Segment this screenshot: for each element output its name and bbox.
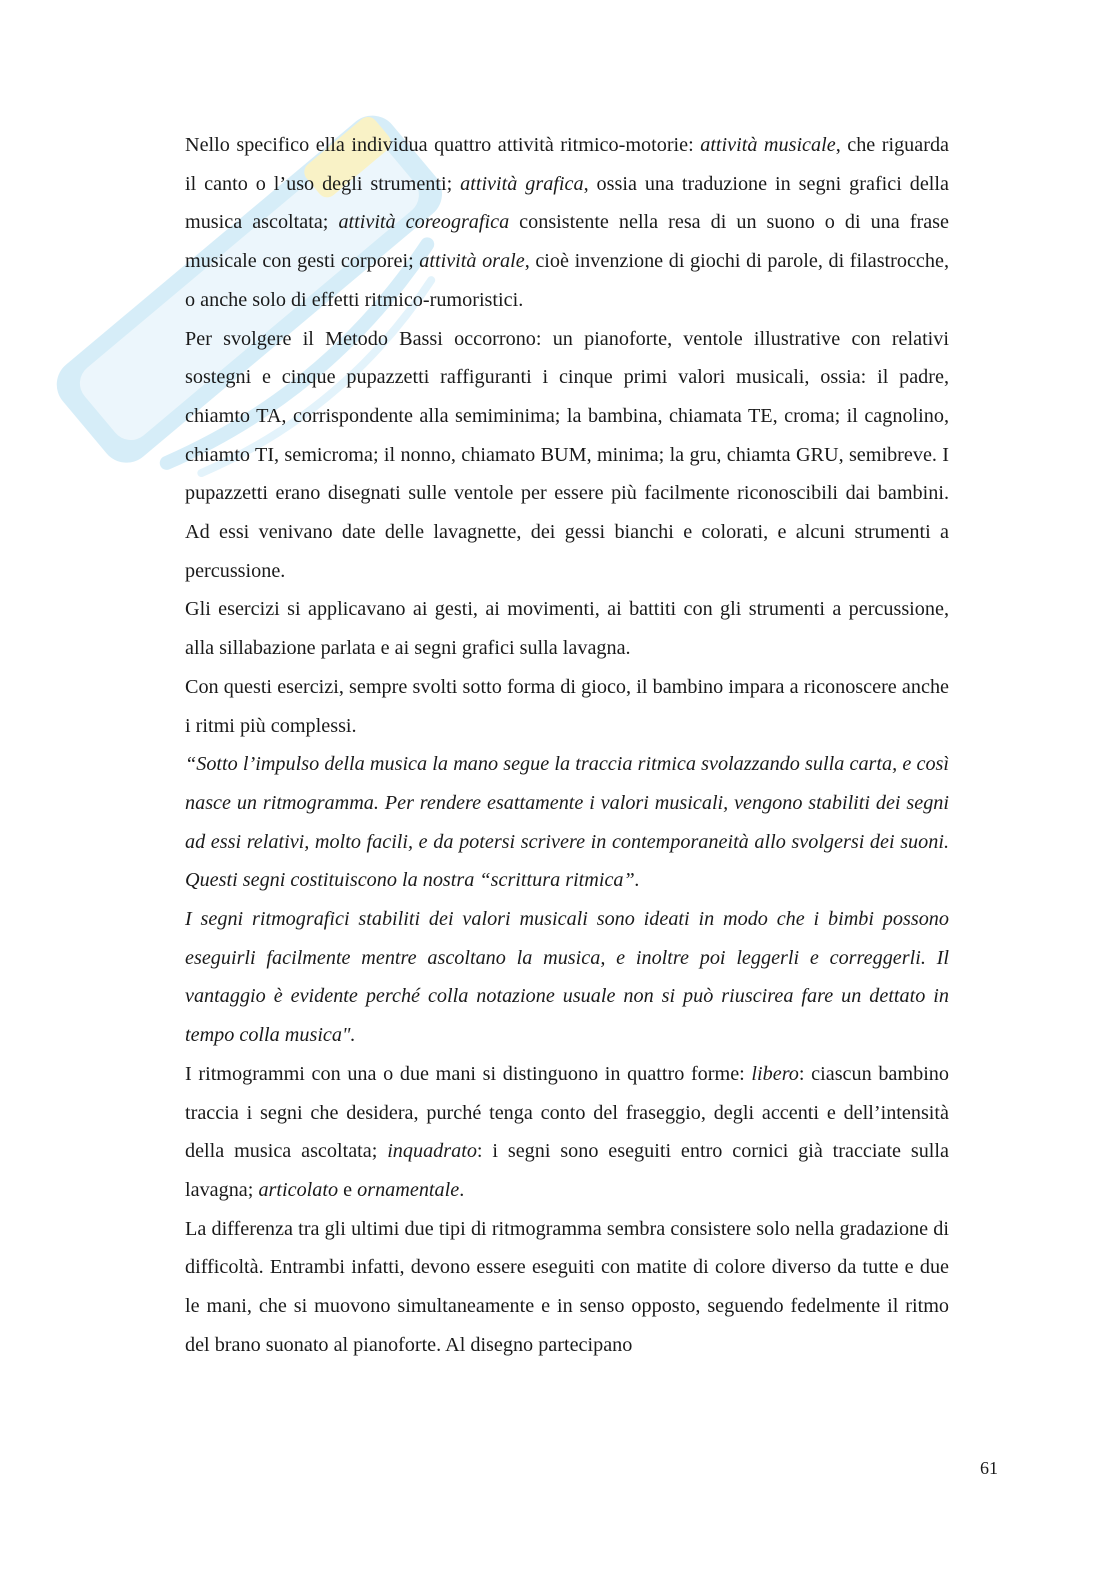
- text-run: Gli esercizi si applicavano ai gesti, ai movimenti, ai battiti con gli strumenti a percussione, alla sillabazione parlata e ai segni grafici sulla lavagna.: [185, 598, 949, 660]
- italic-text: attività musicale: [700, 134, 836, 156]
- paragraph: [185, 745, 949, 900]
- paragraph: [185, 1055, 949, 1210]
- paragraph: [185, 1210, 949, 1365]
- italic-text: attività grafica: [460, 172, 584, 195]
- text-run: , ossia una traduzione in segni grafici della musica ascoltata;: [185, 172, 949, 234]
- italic-text: I segni ritmografici stabiliti dei valori musicali sono ideati in modo che i bimbi possono eseguirli facilmente mentre ascoltano la musica, e inoltre poi leggerli e correggerli. Il vantaggio è evidente perché colla notazione usuale non si può riuscirea fare un dettato in tempo colla musica".: [185, 908, 949, 1047]
- italic-text: libero: [751, 1062, 799, 1085]
- paragraph: [185, 320, 949, 591]
- italic-text: articolato: [258, 1178, 339, 1201]
- text-run: I ritmogrammi con una o due mani si distinguono in quattro forme:: [185, 1062, 752, 1085]
- text-run: e: [338, 1178, 358, 1201]
- paragraph: [185, 900, 949, 1055]
- page-body: [185, 126, 949, 1365]
- text-run: , cioè invenzione di giochi di parole, di filastrocche, o anche solo di effetti ritmico-rumoristici.: [185, 250, 949, 311]
- text-run: Con questi esercizi, sempre svolti sotto forma di gioco, il bambino impara a riconoscere anche i ritmi più complessi.: [185, 675, 949, 737]
- text-run: Nello specifico ella individua quattro attività ritmico-motorie:: [185, 134, 701, 156]
- paragraph: [185, 590, 949, 667]
- text-run: Per svolgere il Metodo Bassi occorrono: un pianoforte, ventole illustrative con relativi sostegni e cinque pupazzetti raffiguranti i cinque primi valori musicali, ossia: il padre, chiamto TA, corrispondente alla semiminima; la bambina, chiamata TE, croma; il cagnolino, chiamto TI, semicroma; il nonno, chiamato BUM, minima; la gru, chiamta GRU, semibreve. I pupazzetti erano disegnati sulle ventole per essere più facilmente riconoscibili dai bambini. Ad essi venivano date delle lavagnette, dei gessi bianchi e colorati, e alcuni strumenti a percussione.: [185, 327, 949, 582]
- italic-text: attività orale: [419, 250, 525, 273]
- text-run: : i segni sono eseguiti entro cornici già tracciate sulla lavagna;: [185, 1140, 949, 1201]
- text-run: .: [459, 1178, 465, 1201]
- paragraph: [185, 668, 949, 745]
- paragraph: [185, 126, 949, 320]
- italic-text: inquadrato: [387, 1140, 477, 1163]
- text-run: La differenza tra gli ultimi due tipi di ritmogramma sembra consistere solo nella gradazione di difficoltà. Entrambi infatti, devono essere eseguiti con matite di colore diverso da tutte e due le mani, che si muovono simultaneamente e in senso opposto, seguendo fedelmente il ritmo del brano suonato al pianoforte. Al disegno partecipano: [185, 1217, 949, 1356]
- page-number: 61: [980, 1458, 998, 1478]
- italic-text: attività coreografica: [338, 211, 510, 234]
- italic-text: “Sotto l’impulso della musica la mano segue la traccia ritmica svolazzando sulla carta, e così nasce un ritmogramma. Per rendere esattamente i valori musicali, vengono stabiliti dei segni ad essi relativi, molto facili, e da potersi scrivere in contemporaneità allo svolgersi dei suoni. Questi segni costituiscono la nostra “scrittura ritmica”.: [185, 753, 949, 892]
- text-run: : ciascun bambino traccia i segni che desidera, purché tenga conto del fraseggio, degli accenti e dell’intensità della musica ascoltata;: [185, 1062, 949, 1163]
- italic-text: ornamentale: [357, 1178, 460, 1201]
- text-run: consistente nella resa di un suono o di una frase musicale con gesti corporei;: [185, 211, 949, 273]
- text-run: , che riguarda il canto o l’uso degli strumenti;: [185, 134, 949, 195]
